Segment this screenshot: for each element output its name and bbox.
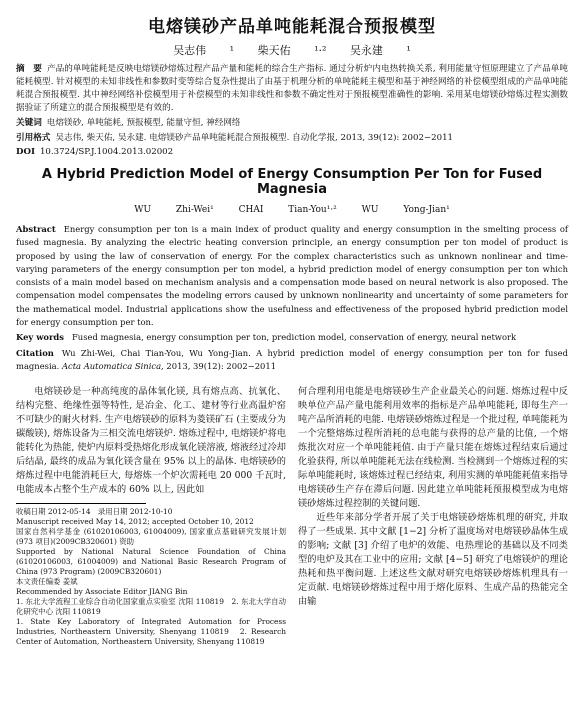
footnote-line: 国家自然科学基金 (61020106003, 61004009), 国家重点基础研究发展计划 (973 项目)(2009CB320601) 资助	[16, 527, 286, 547]
keywords-text-en: Fused magnesia, energy consumption per ton, prediction model, conservation of energy, neural network	[71, 332, 517, 343]
right-column	[298, 385, 568, 647]
keywords-text-cn: 电熔镁砂, 单吨能耗, 预报模型, 能量守恒, 神经网络	[46, 118, 241, 128]
footnote-line: Manuscript received May 14, 2012; accepted October 10, 2012	[16, 517, 254, 527]
paper-title-en: A Hybrid Prediction Model of Energy Consumption Per Ton for Fused Magnesia	[41, 167, 543, 197]
paper-title-cn: 电熔镁砂产品单吨能耗混合预报模型	[148, 17, 436, 37]
footnote-rule	[16, 503, 146, 504]
keywords-label-cn: 关键词	[16, 118, 42, 128]
abstract-cn	[16, 63, 568, 115]
doi-label: DOI	[16, 147, 35, 157]
citation-text-cn: 吴志伟, 柴天佑, 吴永建. 电熔镁砂产品单吨能耗混合预报模型. 自动化学报, 2013, 39(12): 2002−2011	[55, 133, 453, 143]
citation-journal-en: Acta Automatica Sinica,	[61, 360, 164, 371]
footnote-line: 收稿日期 2012-05-14 录用日期 2012-10-10	[16, 507, 173, 517]
citation-en	[16, 347, 568, 374]
footnote-line: 1. 东北大学流程工业综合自动化国家重点实验室 沈阳 110819 2. 东北大学自动化研究中心 沈阳 110819	[16, 597, 286, 617]
footnote-line: 本文责任编委 姜斌	[16, 577, 78, 587]
footnote-line: Recommended by Associate Editor JIANG Bin	[16, 587, 188, 597]
citation-label-en: Citation	[16, 347, 54, 358]
authors-cn: 吴志伟 ¹ 柴天佑 ¹·² 吴永建 ¹	[173, 44, 411, 57]
body-columns	[16, 385, 568, 647]
doi-value: 10.3724/SP.J.1004.2013.02002	[39, 147, 174, 157]
abstract-label-en: Abstract	[16, 224, 56, 234]
body-paragraph: 电熔镁砂是一种高纯度的晶体氧化镁, 具有熔点高、抗氧化、结构完整、绝缘性强等特性, 是冶金、化工、建材等行业高温炉窑不可缺少的耐火材料. 生产电熔镁砂的原料为菱镁矿石 (主要成分为碳酸镁), 熔炼设备为三相交流电熔镁炉. 熔炼过程中, 电熔镁炉将电能转化为热能, 使炉内原料受热熔化形成氧化镁溶液, 熔液经过冷却后结晶, 最终的成品为氧化镁含量在 95% 以上的晶体. 电熔镁砂的熔炼过程中电能消耗巨大, 每熔炼一个炉次需耗电 20 000 千瓦时, 电能成本占整个生产成本的 60% 以上, 因此如	[16, 386, 286, 496]
doi-line	[16, 146, 568, 159]
citation-tail-en: 2013, 39(12): 2002−2011	[166, 360, 277, 371]
authors-en: WU Zhi-Wei¹ CHAI Tian-You¹·² WU Yong-Jian¹	[134, 205, 450, 215]
abstract-label-cn: 摘 要	[16, 64, 42, 74]
footnote-line: 1. State Key Laboratory of Integrated Automation for Process Industries, Northeastern University, Shenyang 110819 2. Research Center of Automation, Northeastern University, Shenyang 110819	[16, 617, 286, 647]
footnotes	[16, 507, 286, 647]
abstract-en	[16, 223, 568, 329]
citation-text-en: Wu Zhi-Wei, Chai Tian-You, Wu Yong-Jian. A hybrid prediction model of energy consumption per ton for fused magnesia.	[16, 347, 568, 371]
keywords-en	[16, 331, 568, 344]
citation-cn	[16, 132, 568, 145]
body-paragraph: 近些年来部分学者开展了关于电熔镁砂熔炼机理的研究, 并取得了一些成果. 其中文献 [1−2] 分析了温度场对电熔镁砂晶体生成的影响; 文献 [3] 介绍了电炉的效能、电热理论的基础以及不同类型的电炉及其在工业中的应用; 文献 [4−5] 研究了电熔镁炉的理论热耗和热平衡问题. 上述这些文献对研究电熔镁砂熔炼机理具有一定贡献. 电熔镁砂熔炼过程中用于熔化原料、生成产品的热能完全由输	[298, 512, 568, 608]
abstract-text-en: Energy consumption per ton is a main index of product quality and energy consumption in the smelting process of fused magnesia. By analyzing the electric heating conversion principle, an energy consumption per ton model of product is proposed by using the law of conservation of energy. For the complex characteristics such as unknown nonlinear and time-varying parameters of the energy consumption per ton model, a hybrid prediction model of energy consumption per ton which consists of a main model based on mechanism analysis and a compensation mode based on neural network is also proposed. The compensation model compensates the modeling errors caused by unknown nonlinearity and uncertainty of some parameters for the mathematical model. Industrial applications show the usefulness and effectiveness of the proposed hybrid prediction model for energy consumption per ton.	[16, 224, 568, 328]
keywords-cn	[16, 117, 568, 130]
abstract-text-cn: 产品的单吨能耗是反映电熔镁砂熔炼过程产品产量和能耗的综合生产指标. 通过分析炉内电热转换关系, 利用能量守恒原理建立了产品单吨能耗模型. 针对模型的未知非线性和参数时变等综合复杂性提出了由基于机理分析的单吨能耗主模型和基于神经网络的补偿模型组成的产品单吨能耗混合预报模型. 其中神经网络补偿模型用于补偿模型的未知非线性和参数不确定性对于预报模型准确性的影响. 采用某电熔镁砂熔炼过程实测数据验证了所建立的混合预报模型是有效的.	[16, 64, 568, 113]
citation-label-cn: 引用格式	[16, 133, 51, 143]
body-paragraph: 何合理利用电能是电熔镁砂生产企业最关心的问题. 熔炼过程中反映单位产品产量电能利用效率的指标是产品单吨能耗, 即每生产一吨产品所消耗的电能. 电熔镁砂熔炼过程是一个批过程, 单吨能耗为一个完整熔炼过程所消耗的总电能与获得的总产量的比值, 一个熔炼批次对应一个单吨能耗值. 由于产量只能在熔炼过程结束后通过化验获得, 所以单吨能耗无法在线检测. 当检测到一个熔炼过程的实际单吨能耗时, 该熔炼过程已经结束, 利用实测的单吨能耗值来指导电熔镁砂生产存在滞后问题. 因此建立单吨能耗预报模型成为电熔镁砂熔炼过程控制的关键问题.	[298, 386, 568, 510]
footnote-line: Supported by National Natural Science Foundation of China (61020106003, 61004009) and National Basic Research Program of China (973 Program) (2009CB320601)	[16, 547, 286, 577]
keywords-label-en: Key words	[16, 332, 64, 343]
left-column	[16, 385, 286, 647]
